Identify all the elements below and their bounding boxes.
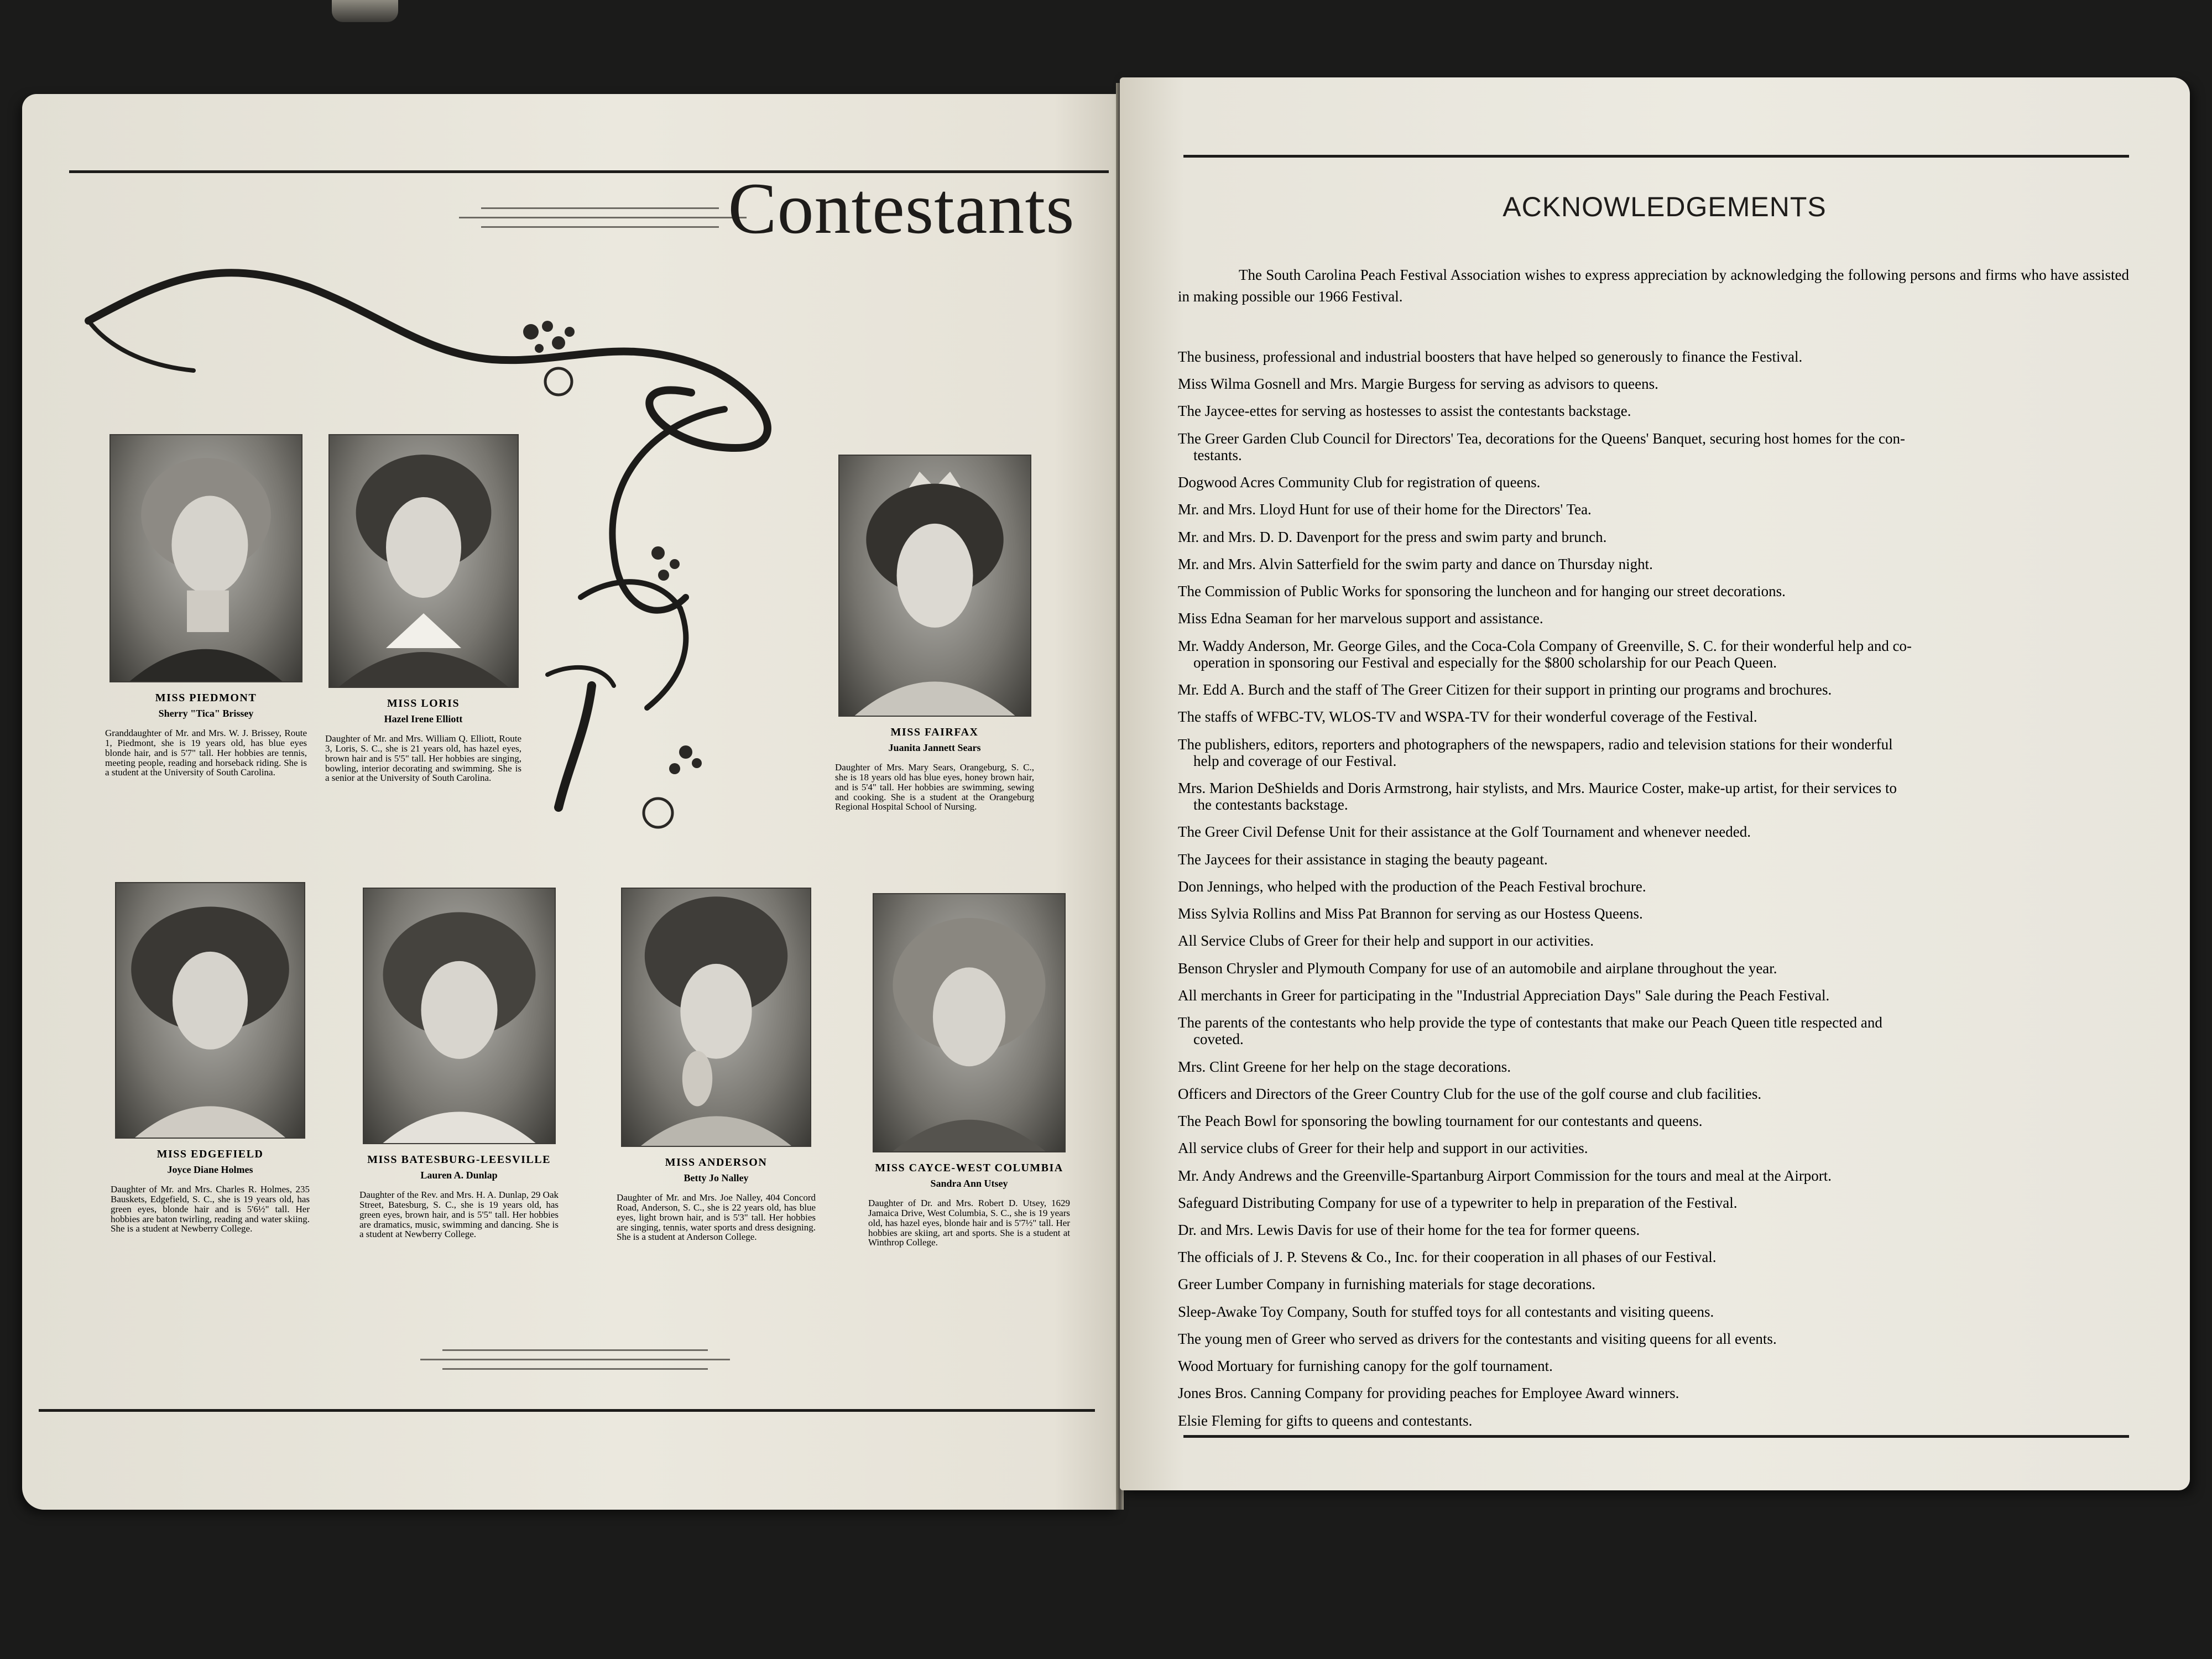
acknowledgement-item	[1178, 638, 2146, 671]
acknowledgement-text: The Greer Civil Defense Unit for their assistance at the Golf Tournament and whenever needed.	[1178, 823, 1751, 841]
contestant-name: Lauren A. Dunlap	[420, 1170, 498, 1181]
acknowledgement-item	[1178, 1222, 2146, 1238]
acknowledgement-text: Miss Wilma Gosnell and Mrs. Margie Burgess for serving as advisors to queens.	[1178, 375, 1658, 393]
contestant-name: Juanita Jannett Sears	[888, 742, 981, 753]
contestant-photo	[838, 455, 1031, 717]
contestant-name: Hazel Irene Elliott	[384, 713, 463, 724]
background-object	[332, 0, 398, 22]
acknowledgements-intro: The South Carolina Peach Festival Association wishes to express appreciation by acknowledging the following persons and firms who have assisted in making possible our 1966 Festival.	[1178, 267, 2129, 305]
acknowledgement-item	[1178, 878, 2146, 895]
acknowledgement-item	[1178, 905, 2146, 922]
acknowledgement-text-continued: the contestants backstage.	[1193, 796, 1348, 813]
contestant-bio: Daughter of Mr. and Mrs. Charles R. Holmes, 235 Bauskets, Edgefield, S. C., she is 19 years old, has green eyes, blonde hair and is 5'6½" tall. Her hobbies are baton twirling, reading and water skiing. She is a student at Newberry College.	[111, 1184, 310, 1234]
ornament-line	[481, 226, 719, 228]
contestant-bio: Granddaughter of Mr. and Mrs. W. J. Brissey, Route 1, Piedmont, she is 19 years old, has blue eyes blonde hair, and is 5'7" tall. Her hobbies are tennis, meeting people, reading and horseback riding. She is a student at the University of South Carolina.	[105, 728, 307, 778]
acknowledgement-item	[1178, 348, 2146, 365]
contestant-title: MISS FAIRFAX	[890, 726, 979, 738]
acknowledgement-text: Greer Lumber Company in furnishing materials for stage decorations.	[1178, 1276, 1596, 1293]
acknowledgement-text: Mr. and Mrs. Lloyd Hunt for use of their home for the Directors' Tea.	[1178, 501, 1592, 518]
acknowledgement-item	[1178, 1276, 2146, 1292]
acknowledgement-text: Mrs. Clint Greene for her help on the stage decorations.	[1178, 1058, 1511, 1075]
acknowledgement-text: Dr. and Mrs. Lewis Davis for use of their home for the tea for former queens.	[1178, 1221, 1640, 1238]
acknowledgement-text-continued: help and coverage of our Festival.	[1193, 752, 1397, 769]
acknowledgement-item	[1178, 1249, 2146, 1265]
acknowledgement-item	[1178, 430, 2146, 463]
acknowledgement-item	[1178, 501, 2146, 518]
acknowledgement-text: The publishers, editors, reporters and photographers of the newspapers, radio and television stations for their wonderful	[1178, 735, 1893, 753]
page-title-contestants: Contestants	[728, 168, 1075, 249]
acknowledgement-text: Mr. Edd A. Burch and the staff of The Greer Citizen for their support in printing our programs and brochures.	[1178, 681, 1832, 698]
contestant-photo	[328, 434, 519, 688]
acknowledgement-item	[1178, 1385, 2146, 1401]
ornament-line	[442, 1368, 708, 1370]
contestant-card	[835, 455, 1034, 812]
acknowledgement-item	[1178, 1194, 2146, 1211]
acknowledgement-text: Don Jennings, who helped with the production of the Peach Festival brochure.	[1178, 878, 1646, 895]
acknowledgement-text-continued: operation in sponsoring our Festival and especially for the $800 scholarship for our Peach Queen.	[1193, 654, 1777, 671]
acknowledgement-text: All service clubs of Greer for their help and support in our activities.	[1178, 1140, 1588, 1157]
acknowledgement-item	[1178, 583, 2146, 599]
contestant-photo	[621, 888, 811, 1147]
acknowledgement-text: The parents of the contestants who help provide the type of contestants that make our Peach Queen title respected and	[1178, 1014, 1882, 1031]
acknowledgement-text: Benson Chrysler and Plymouth Company for use of an automobile and airplane throughout the year.	[1178, 959, 1777, 977]
acknowledgement-text: Safeguard Distributing Company for use of a typewriter to help in preparation of the Festival.	[1178, 1194, 1738, 1211]
acknowledgement-item	[1178, 851, 2146, 868]
acknowledgement-text: Mr. and Mrs. D. D. Davenport for the press and swim party and brunch.	[1178, 528, 1607, 545]
acknowledgement-item	[1178, 1058, 2146, 1075]
acknowledgement-text: Mrs. Marion DeShields and Doris Armstrong, hair stylists, and Mrs. Maurice Coster, make-up artist, for their services to	[1178, 779, 1897, 796]
ornament-line	[420, 1359, 730, 1360]
contestant-card	[111, 882, 310, 1234]
contestant-card	[868, 893, 1070, 1248]
acknowledgement-text: Mr. Waddy Anderson, Mr. George Giles, and the Coca-Cola Company of Greenville, S. C. for their wonderful help and co-	[1178, 637, 1912, 654]
acknowledgement-text: All Service Clubs of Greer for their help and support in our activities.	[1178, 932, 1594, 950]
acknowledgement-text: The staffs of WFBC-TV, WLOS-TV and WSPA-TV for their wonderful coverage of the Festival.	[1178, 708, 1757, 726]
contestant-name: Sandra Ann Utsey	[930, 1178, 1008, 1189]
contestant-card	[359, 888, 559, 1239]
acknowledgement-item	[1178, 1303, 2146, 1320]
contestant-card	[105, 434, 307, 778]
acknowledgement-item	[1178, 556, 2146, 572]
contestant-bio: Daughter of the Rev. and Mrs. H. A. Dunlap, 29 Oak Street, Batesburg, S. C., she is 19 years old, has green eyes, brown hair, and is 5'5" tall. Her hobbies are dramatics, music, swimming and dancing. She is a student at Newberry College.	[359, 1190, 559, 1240]
contestant-name: Betty Jo Nalley	[684, 1172, 749, 1183]
acknowledgement-item	[1178, 1167, 2146, 1184]
ornament-line	[442, 1349, 708, 1351]
contestant-title: MISS ANDERSON	[665, 1156, 768, 1168]
acknowledgement-text: Jones Bros. Canning Company for providing peaches for Employee Award winners.	[1178, 1385, 1679, 1402]
acknowledgement-text: The Jaycee-ettes for serving as hostesses to assist the contestants backstage.	[1178, 403, 1631, 420]
acknowledgement-text: The Greer Garden Club Council for Directors' Tea, decorations for the Queens' Banquet, securing host homes for the con-	[1178, 430, 1905, 447]
acknowledgements-list	[1178, 348, 2146, 1439]
contestant-bio: Daughter of Mr. and Mrs. William Q. Elliott, Route 3, Loris, S. C., she is 21 years old, has hazel eyes, brown hair and is 5'5" tall. Her hobbies are singing, bowling, interior decorating and swimming. She is a senior at the University of South Carolina.	[325, 733, 521, 784]
acknowledgement-text: Miss Edna Seaman for her marvelous support and assistance.	[1178, 610, 1543, 627]
bottom-rule	[39, 1409, 1095, 1412]
acknowledgement-text: The Commission of Public Works for sponsoring the luncheon and for hanging our street decorations.	[1178, 583, 1786, 600]
contestant-card	[617, 888, 816, 1242]
contestant-bio: Daughter of Mr. and Mrs. Joe Nalley, 404 Concord Road, Anderson, S. C., she is 22 years old, has blue eyes, light brown hair, and is 5'3" tall. Her hobbies are singing, tennis, water sports and dress designing. She is a student at Anderson College.	[617, 1192, 816, 1243]
acknowledgement-item	[1178, 1331, 2146, 1347]
contestant-title: MISS LORIS	[387, 697, 460, 709]
acknowledgement-item	[1178, 987, 2146, 1004]
contestant-title: MISS CAYCE-WEST COLUMBIA	[875, 1162, 1063, 1174]
acknowledgement-text: Miss Sylvia Rollins and Miss Pat Brannon for serving as our Hostess Queens.	[1178, 905, 1643, 922]
contestant-title: MISS BATESBURG-LEESVILLE	[367, 1154, 551, 1166]
contestant-title: MISS EDGEFIELD	[156, 1148, 264, 1160]
contestant-photo	[873, 893, 1066, 1152]
contestant-title: MISS PIEDMONT	[155, 692, 257, 704]
contestant-bio: Daughter of Mrs. Mary Sears, Orangeburg, S. C., she is 18 years old has blue eyes, honey brown hair, and is 5'4" tall. Her hobbies are swimming, sewing and cooking. She is a student at the Orangeburg Regional Hospital School of Nursing.	[835, 762, 1034, 812]
acknowledgement-item	[1178, 823, 2146, 840]
contestant-card	[325, 434, 521, 783]
acknowledgement-item	[1178, 403, 2146, 419]
acknowledgement-item	[1178, 780, 2146, 813]
acknowledgement-item	[1178, 610, 2146, 627]
acknowledgement-item	[1178, 736, 2146, 769]
contestant-name: Joyce Diane Holmes	[167, 1164, 253, 1175]
acknowledgement-item	[1178, 681, 2146, 698]
acknowledgement-text: Mr. and Mrs. Alvin Satterfield for the swim party and dance on Thursday night.	[1178, 555, 1653, 572]
contestant-photo	[115, 882, 305, 1139]
acknowledgement-item	[1178, 1412, 2146, 1429]
acknowledgement-text-continued: testants.	[1193, 446, 1242, 463]
acknowledgement-text: The young men of Greer who served as drivers for the contestants and visiting queens for all events.	[1178, 1330, 1777, 1347]
acknowledgement-item	[1178, 375, 2146, 392]
acknowledgement-text: All merchants in Greer for participating in the "Industrial Appreciation Days" Sale during the Peach Festival.	[1178, 987, 1830, 1004]
contestant-bio: Daughter of Dr. and Mrs. Robert D. Utsey, 1629 Jamaica Drive, West Columbia, S. C., she is 19 years old, has hazel eyes, blonde hair and is 5'7½" tall. Her hobbies are skiing, art and sports. She is a student at Winthrop College.	[868, 1198, 1070, 1248]
acknowledgement-text: Wood Mortuary for furnishing canopy for the golf tournament.	[1178, 1358, 1553, 1375]
acknowledgement-item	[1178, 1086, 2146, 1102]
acknowledgement-item	[1178, 1014, 2146, 1047]
acknowledgement-text: The Peach Bowl for sponsoring the bowling tournament for our contestants and queens.	[1178, 1113, 1703, 1130]
top-rule	[1183, 155, 2129, 158]
acknowledgement-item	[1178, 960, 2146, 977]
acknowledgement-item	[1178, 474, 2146, 491]
page-title-acknowledgements: ACKNOWLEDGEMENTS	[1503, 191, 1827, 222]
acknowledgement-item	[1178, 708, 2146, 725]
contestant-name: Sherry "Tica" Brissey	[158, 708, 254, 719]
acknowledgement-text: Dogwood Acres Community Club for registration of queens.	[1178, 474, 1541, 491]
acknowledgement-item	[1178, 1140, 2146, 1156]
acknowledgement-item	[1178, 932, 2146, 949]
ornament-line	[481, 207, 719, 209]
acknowledgement-text-continued: coveted.	[1193, 1031, 1244, 1048]
acknowledgement-item	[1178, 1358, 2146, 1374]
contestant-photo	[363, 888, 556, 1144]
acknowledgement-text: The business, professional and industrial boosters that have helped so generously to finance the Festival.	[1178, 348, 1803, 365]
acknowledgement-item	[1178, 529, 2146, 545]
acknowledgement-text: Elsie Fleming for gifts to queens and contestants.	[1178, 1412, 1473, 1429]
acknowledgement-text: The Jaycees for their assistance in staging the beauty pageant.	[1178, 851, 1548, 868]
acknowledgement-text: Officers and Directors of the Greer Country Club for the use of the golf course and club facilities.	[1178, 1085, 1762, 1102]
acknowledgement-text: The officials of J. P. Stevens & Co., Inc. for their cooperation in all phases of our Festival.	[1178, 1249, 1717, 1266]
acknowledgement-text: Sleep-Awake Toy Company, South for stuffed toys for all contestants and visiting queens.	[1178, 1303, 1714, 1320]
acknowledgement-item	[1178, 1113, 2146, 1129]
contestant-photo	[109, 434, 302, 682]
acknowledgement-text: Mr. Andy Andrews and the Greenville-Spartanburg Airport Commission for the tours and meal at the Airport.	[1178, 1167, 1832, 1184]
